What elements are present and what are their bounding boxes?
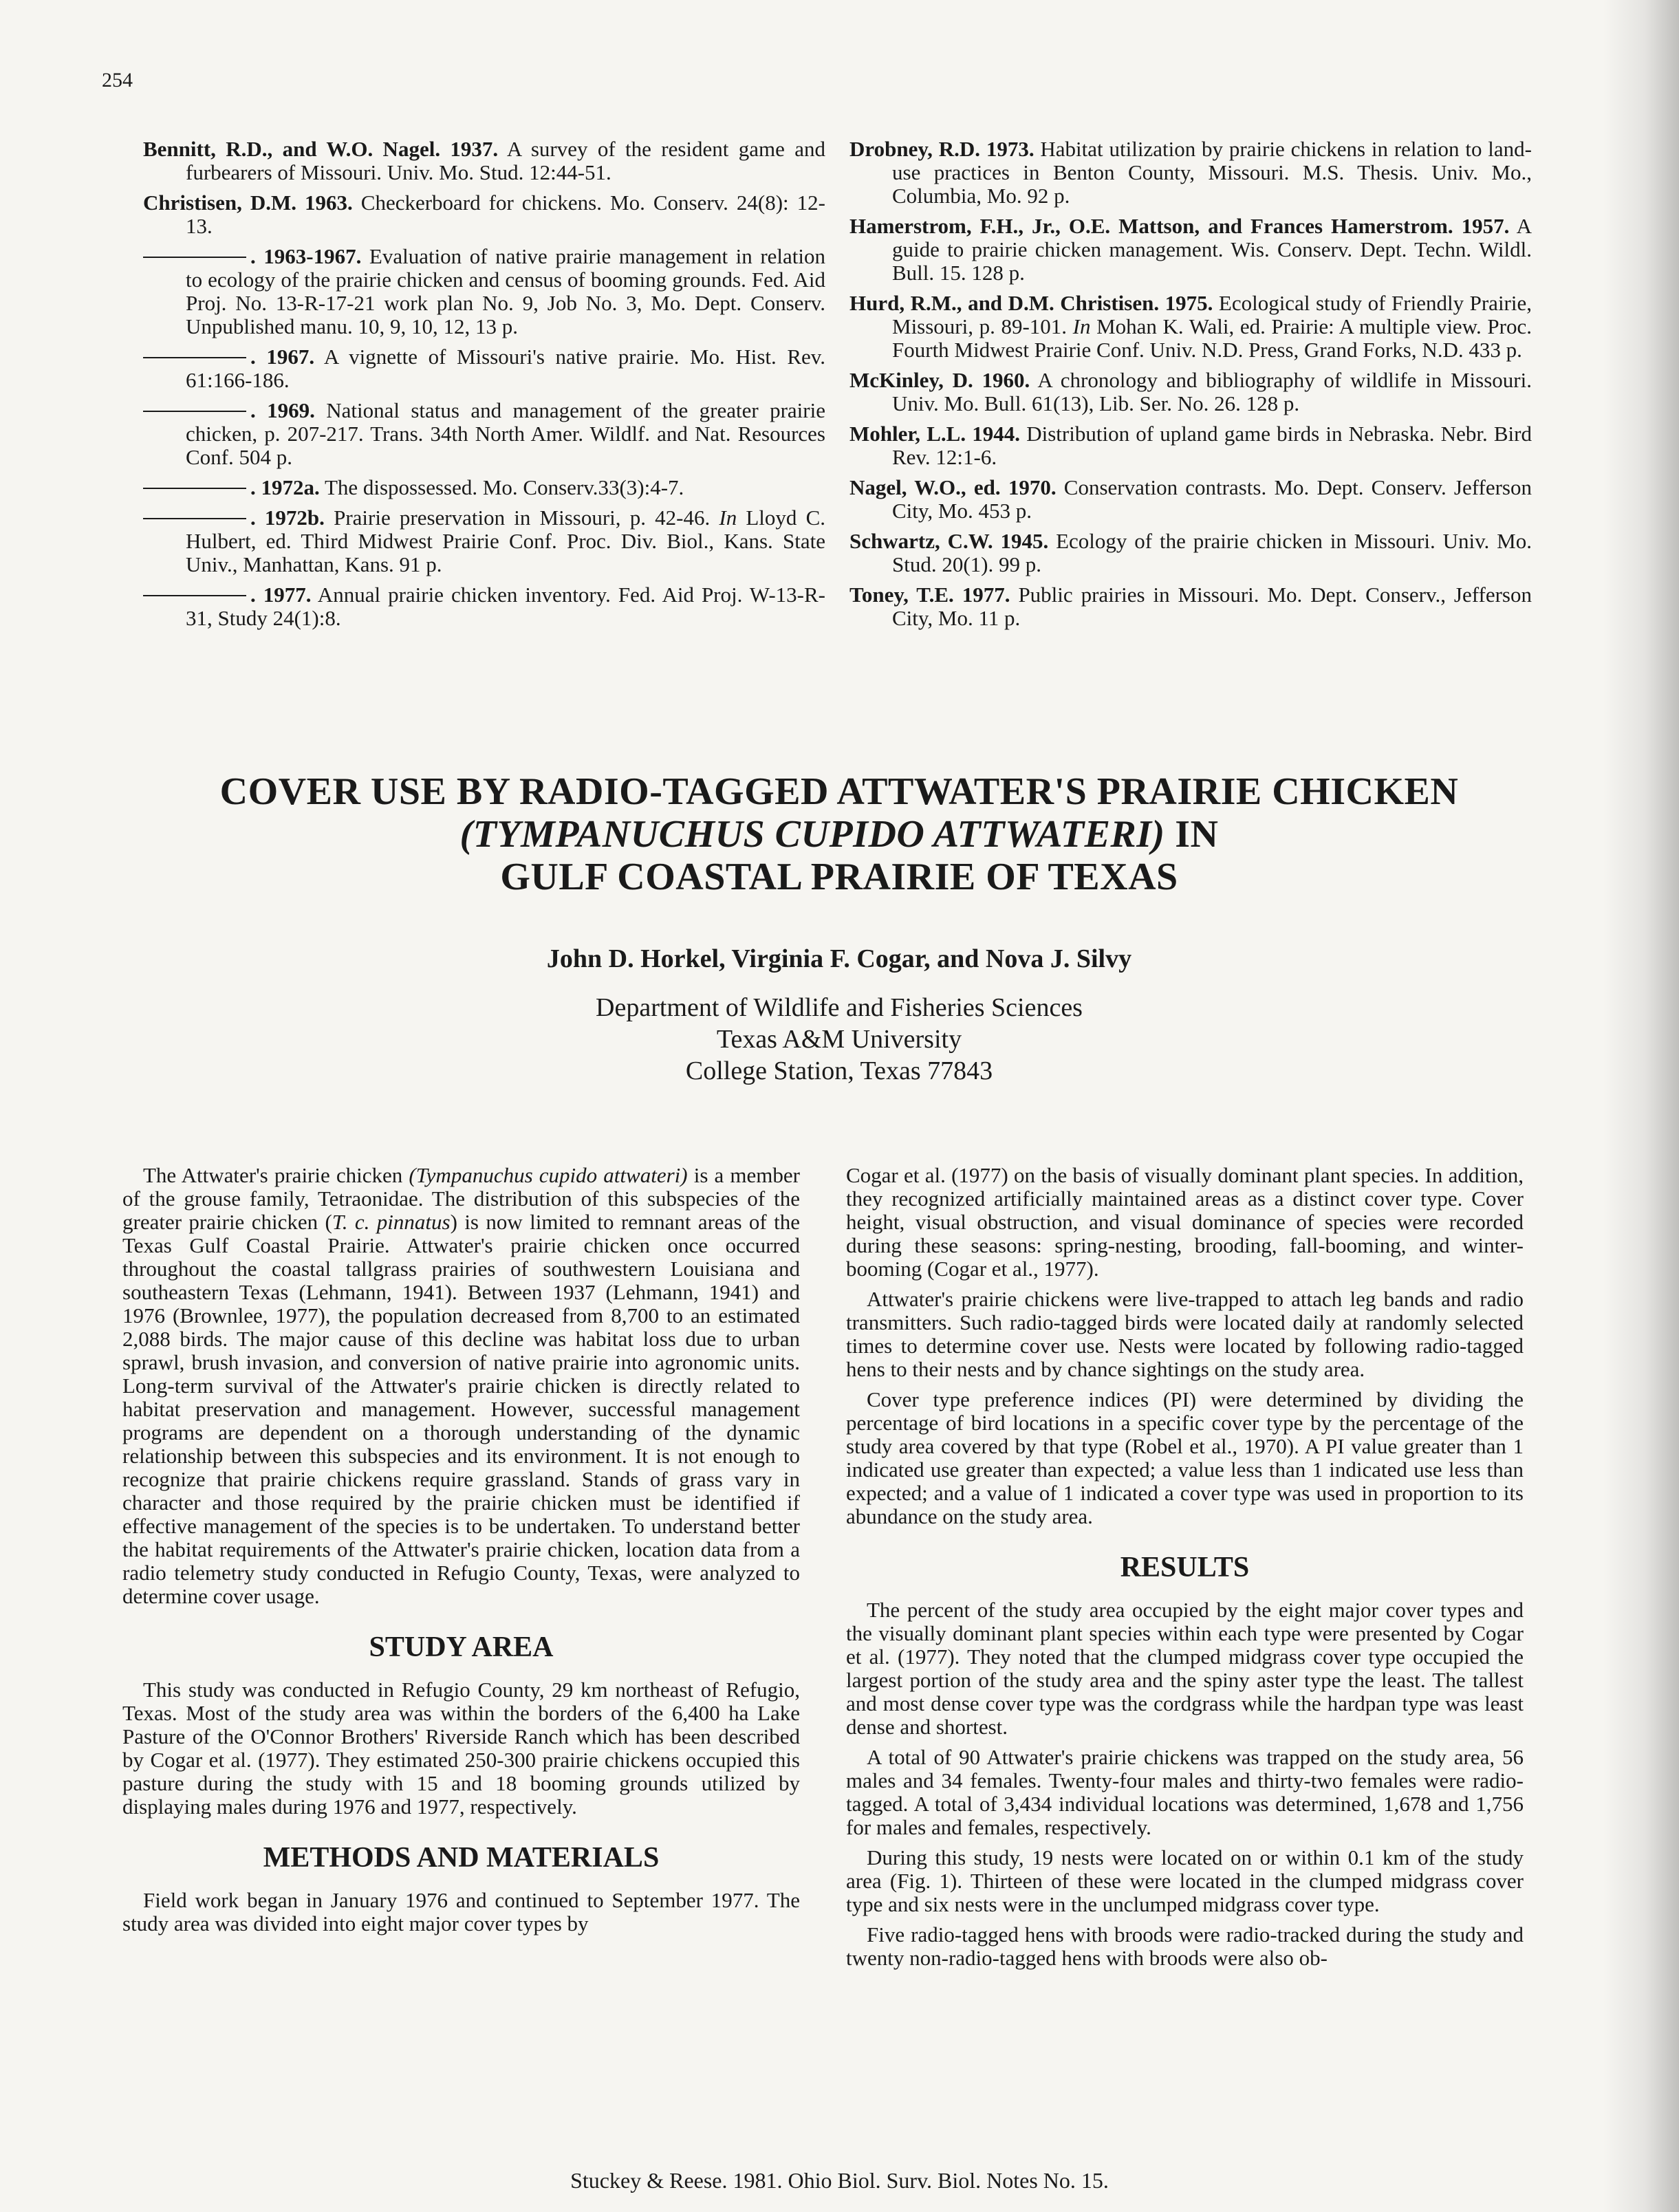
reference-item: McKinley, D. 1960. A chronology and bibliography of wildlife in Missouri. Univ. Mo. Bull. 61(13), Lib. Ser. No. 26. 128 p. [849,368,1532,415]
section-heading-study-area: STUDY AREA [369,1631,554,1663]
methods-paragraph-continued: Cogar et al. (1977) on the basis of visually dominant plant species. In addition, they recognized artificially maintained areas as a distinct cover type. Cover height, visual obstruction, and visual dominance of species were recorded during these seasons: spring-nesting, brooding, fall-booming, and winter-booming (Cogar et al., 1977). [846,1163,1524,1281]
reference-item: Christisen, D.M. 1963. Checkerboard for chickens. Mo. Conserv. 24(8): 12-13. [143,191,826,238]
reference-item: . 1967. A vignette of Missouri's native prairie. Mo. Hist. Rev. 61:166-186. [143,345,825,392]
title-line-3: GULF COASTAL PRAIRIE OF TEXAS [500,856,1178,898]
reference-item: Mohler, L.L. 1944. Distribution of upland game birds in Nebraska. Nebr. Bird Rev. 12:1-6. [849,422,1532,469]
affiliation [165,992,1513,1087]
methods-paragraph: Field work began in January 1976 and continued to September 1977. The study area was divided into eight major cover types by [122,1888,800,1936]
affiliation-department: Department of Wildlife and Fisheries Sciences [596,993,1083,1022]
body-right-column [846,1164,1524,1977]
ditto-rule [143,488,246,489]
affiliation-university: Texas A&M University [716,1025,962,1054]
article-title [165,770,1513,898]
references-left-column [143,138,825,637]
results-paragraph: A total of 90 Attwater's prairie chickens was trapped on the study area, 56 males and 34 females. Twenty-four males and thirty-two females were radio-tagged. A total of 3,434 individual locations was determined, 1,678 and 1,756 for males and females, respectively. [846,1745,1524,1839]
binding-shadow [1603,0,1679,2212]
affiliation-city: College Station, Texas 77843 [685,1056,993,1085]
reference-item: . 1969. National status and management of the greater prairie chicken, p. 207-217. Trans. 34th North Amer. Wildlf. and Nat. Resources Conf. 504 p. [143,399,825,469]
citation-footer: Stuckey & Reese. 1981. Ohio Biol. Surv. Biol. Notes No. 15. [570,2168,1109,2193]
ditto-rule [143,411,246,412]
title-line-1: COVER USE BY RADIO-TAGGED ATTWATER'S PRAIRIE CHICKEN [219,770,1459,813]
reference-item: Schwartz, C.W. 1945. Ecology of the prairie chicken in Missouri. Univ. Mo. Stud. 20(1). 99 p. [849,529,1532,576]
ditto-rule [143,518,246,519]
author-line: John D. Horkel, Virginia F. Cogar, and Nova J. Silvy [546,944,1132,973]
results-paragraph: Five radio-tagged hens with broods were radio-tracked during the study and twenty non-radio-tagged hens with broods were also ob- [846,1922,1524,1970]
methods-paragraph: Attwater's prairie chickens were live-trapped to attach leg bands and radio transmitters. Such radio-tagged birds were located daily at randomly selected times to determine cover use. Nests were located by following radio-tagged hens to their nests and by chance sightings on the study area. [846,1287,1524,1381]
reference-item: Toney, T.E. 1977. Public prairies in Missouri. Mo. Dept. Conserv., Jefferson City, Mo. 11 p. [849,583,1532,630]
reference-item: Nagel, W.O., ed. 1970. Conservation contrasts. Mo. Dept. Conserv. Jefferson City, Mo. 453 p. [849,475,1532,523]
ditto-rule [143,357,246,358]
results-paragraph: The percent of the study area occupied by the eight major cover types and the visually dominant plant species within each type were presented by Cogar et al. (1977). They noted that the clumped midgrass cover type occupied the largest portion of the study area and the spiny aster type the least. The tallest and most dense cover type was the cordgrass while the hardpan type was least dense and shortest. [846,1598,1524,1739]
reference-item: Hurd, R.M., and D.M. Christisen. 1975. Ecological study of Friendly Prairie, Missouri, p. 89-101. In Mohan K. Wali, ed. Prairie: A multiple view. Proc. Fourth Midwest Prairie Conf. Univ. N.D. Press, Grand Forks, N.D. 433 p. [849,291,1532,362]
reference-item: . 1972a. The dispossessed. Mo. Conserv.33(3):4-7. [143,476,825,499]
ditto-rule [143,595,246,596]
intro-paragraph: The Attwater's prairie chicken (Tympanuchus cupido attwateri) is a member of the grouse family, Tetraonidae. The distribution of this subspecies of the greater prairie chicken (T. c. pinnatus) is now limited to remnant areas of the Texas Gulf Coastal Prairie. Attwater's prairie chicken once occurred throughout the coastal tallgrass prairies of southwestern Louisiana and southeastern Texas (Lehmann, 1941). Between 1937 (Lehmann, 1941) and 1976 (Brownlee, 1977), the population decreased from 8,700 to an estimated 2,088 birds. The major cause of this decline was habitat loss due to urban sprawl, brush invasion, and conversion of native prairie into agronomic units. Long-term survival of the Attwater's prairie chicken is directly related to habitat preservation and management. However, successful management programs are dependent on a thorough understanding of the dynamic relationship between this subspecies and its environment. It is not enough to recognize that prairie chickens require grassland. Stands of grass vary in character and those required by the prairie chicken must be identified if effective management of the species is to be undertaken. To understand better the habitat requirements of the Attwater's prairie chicken, location data from a radio telemetry study conducted in Refugio County, Texas, were analyzed to determine cover usage. [122,1163,800,1608]
reference-item: Hamerstrom, F.H., Jr., O.E. Mattson, and Frances Hamerstrom. 1957. A guide to prairie chicken management. Wis. Conserv. Dept. Techn. Wildl. Bull. 15. 128 p. [849,214,1532,285]
ditto-rule [143,257,246,258]
title-line-2: (TYMPANUCHUS CUPIDO ATTWATERI) IN [459,813,1219,856]
reference-item: . 1972b. Prairie preservation in Missouri, p. 42-46. In Lloyd C. Hulbert, ed. Third Midwest Prairie Conf. Proc. Div. Biol., Kans. State Univ., Manhattan, Kans. 91 p. [143,506,825,576]
reference-item: Drobney, R.D. 1973. Habitat utilization by prairie chickens in relation to land-use practices in Benton County, Missouri. M.S. Thesis. Univ. Mo., Columbia, Mo. 92 p. [849,137,1532,208]
study-area-paragraph: This study was conducted in Refugio County, 29 km northeast of Refugio, Texas. Most of the study area was within the borders of the 6,400 ha Lake Pasture of the O'Connor Brothers' Riverside Ranch which has been described by Cogar et al. (1977). They estimated 250-300 prairie chickens occupied this pasture during the study with 15 and 18 booming grounds utilized by displaying males during 1976 and 1977, respectively. [122,1678,800,1819]
section-heading-results: RESULTS [1120,1552,1250,1583]
methods-paragraph: Cover type preference indices (PI) were determined by dividing the percentage of bird locations in a specific cover type by the percentage of the study area covered by that type (Robel et al., 1970). A PI value greater than 1 indicated use greater than expected; a value less than 1 indicated use less than expected; and a value of 1 indicated a cover type was used in proportion to its abundance on the study area. [846,1387,1524,1528]
results-paragraph: During this study, 19 nests were located on or within 0.1 km of the study area (Fig. 1). Thirteen of these were located in the clumped midgrass cover type and six nests were in the unclumped midgrass cover type. [846,1845,1524,1916]
page-number: 254 [102,69,133,91]
references-right-column [849,138,1532,637]
section-heading-methods: METHODS AND MATERIALS [263,1842,660,1874]
body-left-column [122,1164,800,1942]
reference-item: . 1963-1967. Evaluation of native prairie management in relation to ecology of the prairie chicken and census of booming grounds. Fed. Aid Proj. No. 13-R-17-21 work plan No. 9, Job No. 3, Mo. Dept. Conserv. Unpublished manu. 10, 9, 10, 12, 13 p. [143,245,825,338]
reference-item: . 1977. Annual prairie chicken inventory. Fed. Aid Proj. W-13-R-31, Study 24(1):8. [143,583,825,630]
reference-item: Bennitt, R.D., and W.O. Nagel. 1937. A survey of the resident game and furbearers of Missouri. Univ. Mo. Stud. 12:44-51. [143,137,825,184]
